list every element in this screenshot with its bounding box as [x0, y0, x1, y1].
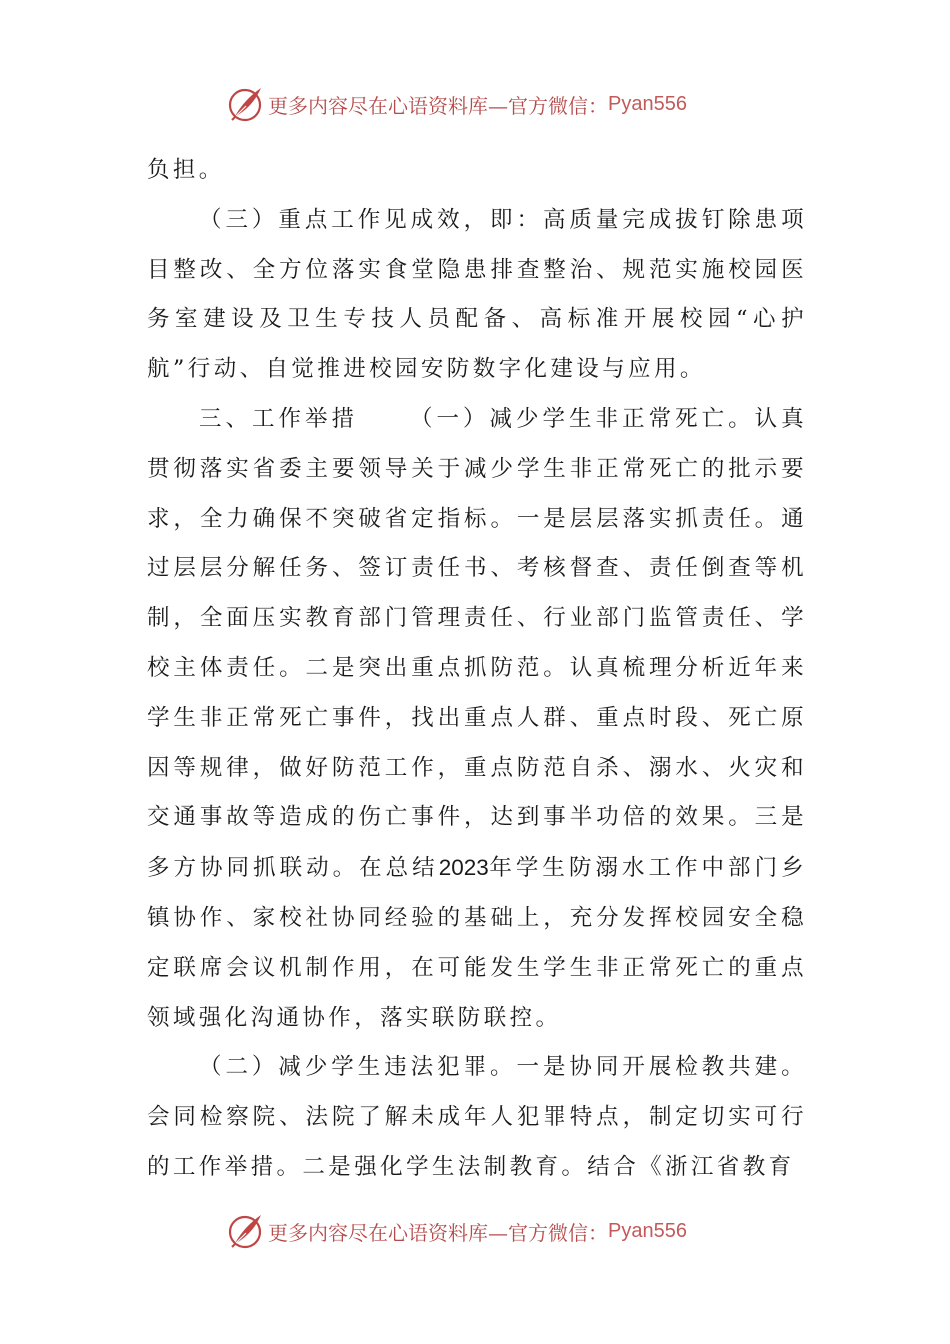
paragraph-2: （三）重点工作见成效，即：高质量完成拔钉除患项目整改、全方位落实食堂隐患排查整治、规范实施校园医务室建设及卫生专技人员配备、高标准开展校园“心护航”行动、自觉推进校园安防数字化建设与应用。	[147, 206, 807, 383]
paragraph-1: 负担。	[147, 157, 225, 183]
paragraph-3-year: 2023	[438, 855, 489, 881]
header-banner	[226, 84, 746, 124]
document-body	[147, 146, 807, 1193]
banner-brand-text: 更多内容尽在心语资料库—官方微信：	[268, 93, 608, 118]
paragraph-3-part-2: 年学生防溺水工作中部门乡镇协作、家校社协同经验的基础上，充分发挥校园安全稳定联席会议机制作用，在可能发生学生非正常死亡的重点领域强化沟通协作，落实联防联控。	[147, 855, 807, 1031]
banner-wechat-id: Pyan556	[608, 92, 687, 115]
paragraph-3-part-1: （一）减少学生非正常死亡。认真贯彻落实省委主要领导关于减少学生非正常死亡的批示要求，全力确保不突破省定指标。一是层层落实抓责任。通过层层分解任务、签订责任书、考核督查、责任倒查等机制，全面压实教育部门管理责任、行业部门监管责任、学校主体责任。二是突出重点抓防范。认真梳理分析近年来学生非正常死亡事件，找出重点人群、重点时段、死亡原因等规律，做好防范工作，重点防范自杀、溺水、火灾和交通事故等造成的伤亡事件，达到事半功倍的效果。三是多方协同抓联动。在总结	[147, 405, 807, 882]
footer-banner	[226, 1211, 746, 1251]
paragraph-4: （二）减少学生违法犯罪。一是协同开展检教共建。会同检察院、法院了解未成年人犯罪特点，制定切实可行的工作举措。二是强化学生法制教育。结合《浙江省教育	[147, 1054, 807, 1180]
section-heading: 三、工作举措	[199, 405, 359, 432]
banner-wechat-id: Pyan556	[608, 1219, 687, 1242]
paragraph-3	[147, 395, 807, 1043]
quill-pen-icon	[226, 85, 264, 123]
banner-brand-text: 更多内容尽在心语资料库—官方微信：	[268, 1220, 608, 1245]
quill-pen-icon	[226, 1212, 264, 1250]
